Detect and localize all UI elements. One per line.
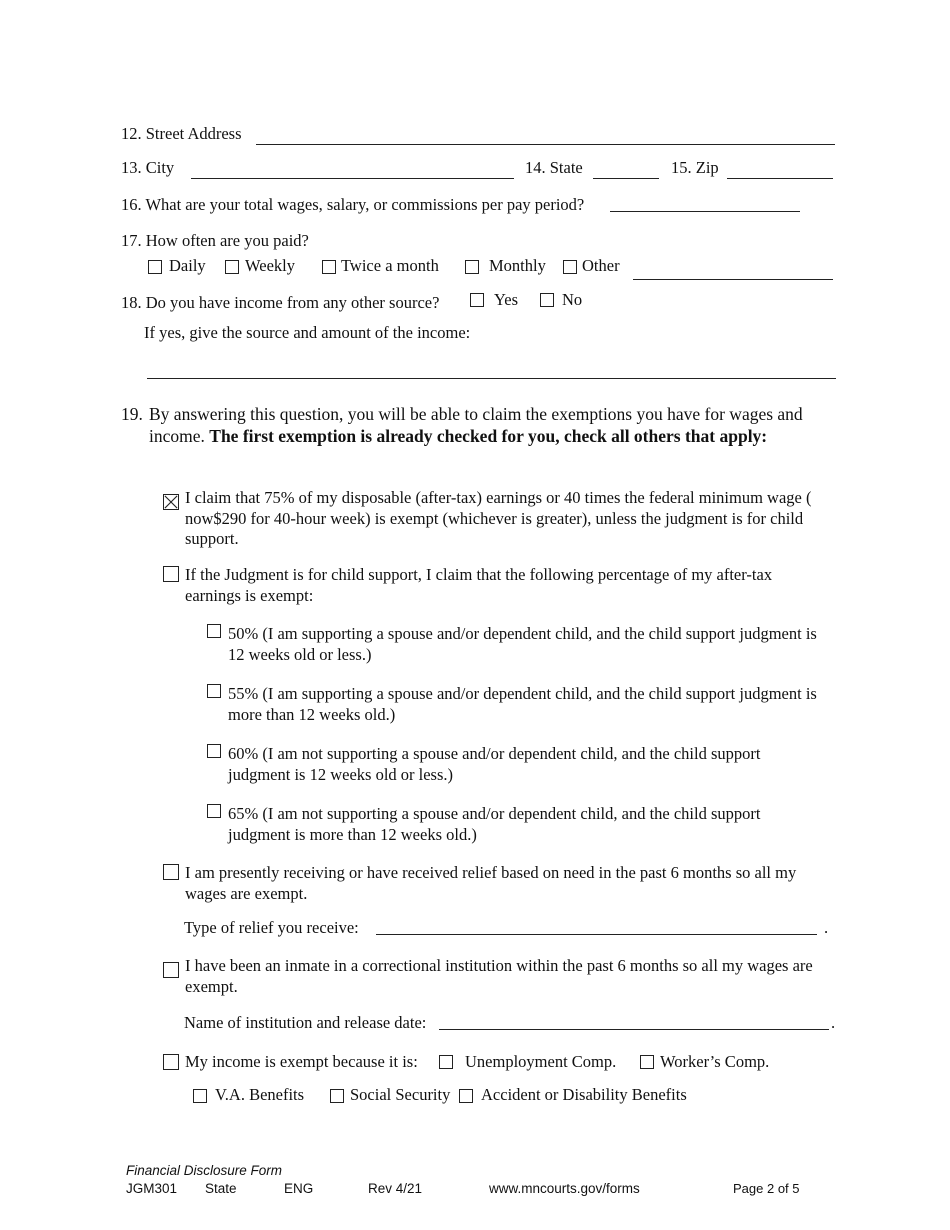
exemption-75-percent-checkbox[interactable] — [163, 494, 179, 510]
exemption-child-support-checkbox[interactable] — [163, 566, 179, 582]
child-support-55-checkbox[interactable] — [207, 684, 221, 698]
twice-a-month-checkbox[interactable] — [322, 260, 336, 274]
exemptions-intro: By answering this question, you will be able to claim the exemptions you have for wages and income. — [149, 404, 803, 446]
monthly-label: Monthly — [489, 256, 546, 275]
street-address-field[interactable] — [256, 144, 835, 145]
relief-type-field[interactable] — [376, 934, 817, 935]
disability-benefits-checkbox[interactable] — [459, 1089, 473, 1103]
other-income-no-label: No — [562, 290, 583, 309]
other-income-yes-label: Yes — [494, 290, 519, 309]
child-support-60-checkbox[interactable] — [207, 744, 221, 758]
social-security-label: Social Security — [350, 1085, 451, 1104]
exemptions-question — [149, 403, 829, 447]
child-support-50-checkbox[interactable] — [207, 624, 221, 638]
social-security-checkbox[interactable] — [330, 1089, 344, 1103]
other-income-yes-checkbox[interactable] — [470, 293, 484, 307]
daily-label: Daily — [169, 256, 206, 275]
pay-frequency-question: 17. How often are you paid? — [121, 231, 309, 250]
exemption-child-support-text: If the Judgment is for child support, I claim that the following percentage of my after-tax earnings is exempt: — [185, 565, 773, 605]
institution-label: Name of institution and release date: — [184, 1013, 427, 1032]
city-label: 13. City — [121, 158, 175, 177]
footer-jurisdiction: State — [205, 1181, 237, 1196]
other-income-no-checkbox[interactable] — [540, 293, 554, 307]
va-benefits-label: V.A. Benefits — [215, 1085, 305, 1104]
exemption-income-type-text: My income is exempt because it is: — [185, 1052, 418, 1071]
checked-x-icon — [164, 495, 178, 509]
wages-question: 16. What are your total wages, salary, or commissions per pay period? — [121, 195, 585, 214]
relief-period: . — [824, 918, 829, 937]
exemption-75-percent-text: I claim that 75% of my disposable (after-tax) earnings or 40 times the federal minimum wage ( now$290 for 40-hour week) is exempt (whichever is greater), unless the judgment is for child support. — [185, 488, 812, 548]
other-checkbox[interactable] — [563, 260, 577, 274]
child-support-65-checkbox[interactable] — [207, 804, 221, 818]
zip-label: 15. Zip — [671, 158, 719, 177]
other-income-question: 18. Do you have income from any other source? — [121, 293, 440, 312]
exemptions-instruction: The first exemption is already checked for you, check all others that apply: — [209, 426, 768, 446]
relief-type-label: Type of relief you receive: — [184, 918, 359, 937]
footer-form-title: Financial Disclosure Form — [126, 1163, 283, 1178]
daily-checkbox[interactable] — [148, 260, 162, 274]
institution-period: . — [831, 1013, 836, 1032]
child-support-60-text: 60% (I am not supporting a spouse and/or dependent child, and the child support judgment is 12 weeks old or less.) — [228, 744, 761, 784]
footer-language: ENG — [284, 1181, 314, 1196]
other-income-field[interactable] — [147, 378, 836, 379]
exemption-relief-checkbox[interactable] — [163, 864, 179, 880]
footer-revision: Rev 4/21 — [368, 1181, 423, 1196]
street-address-label: 12. Street Address — [121, 124, 242, 143]
institution-field[interactable] — [439, 1029, 829, 1030]
unemployment-checkbox[interactable] — [439, 1055, 453, 1069]
exemption-inmate-text: I have been an inmate in a correctional institution within the past 6 months so all my wages are exempt. — [185, 956, 813, 996]
footer-url: www.mncourts.gov/forms — [489, 1181, 640, 1196]
exemption-income-type-checkbox[interactable] — [163, 1054, 179, 1070]
city-field[interactable] — [191, 178, 514, 179]
wages-field[interactable] — [610, 211, 800, 212]
other-income-followup: If yes, give the source and amount of the income: — [144, 323, 471, 342]
child-support-50-text: 50% (I am supporting a spouse and/or dependent child, and the child support judgment is 12 weeks old or less.) — [228, 624, 817, 664]
workers-comp-label: Worker’s Comp. — [660, 1052, 770, 1071]
monthly-checkbox[interactable] — [465, 260, 479, 274]
workers-comp-checkbox[interactable] — [640, 1055, 654, 1069]
other-frequency-field[interactable] — [633, 279, 833, 280]
footer-page-number: Page 2 of 5 — [733, 1181, 800, 1196]
zip-field[interactable] — [727, 178, 833, 179]
twice-a-month-label: Twice a month — [341, 256, 439, 275]
state-label: 14. State — [525, 158, 583, 177]
disability-benefits-label: Accident or Disability Benefits — [481, 1085, 687, 1104]
footer-form-code: JGM301 — [126, 1181, 178, 1196]
weekly-label: Weekly — [245, 256, 295, 275]
child-support-55-text: 55% (I am supporting a spouse and/or dependent child, and the child support judgment is more than 12 weeks old.) — [228, 684, 817, 724]
exemption-relief-text: I am presently receiving or have received relief based on need in the past 6 months so all my wages are exempt. — [185, 863, 797, 903]
other-label: Other — [582, 256, 620, 275]
exemption-inmate-checkbox[interactable] — [163, 962, 179, 978]
unemployment-label: Unemployment Comp. — [465, 1052, 617, 1071]
state-field[interactable] — [593, 178, 659, 179]
va-benefits-checkbox[interactable] — [193, 1089, 207, 1103]
weekly-checkbox[interactable] — [225, 260, 239, 274]
child-support-65-text: 65% (I am not supporting a spouse and/or dependent child, and the child support judgment is more than 12 weeks old.) — [228, 804, 761, 844]
exemptions-number: 19. — [121, 404, 143, 424]
